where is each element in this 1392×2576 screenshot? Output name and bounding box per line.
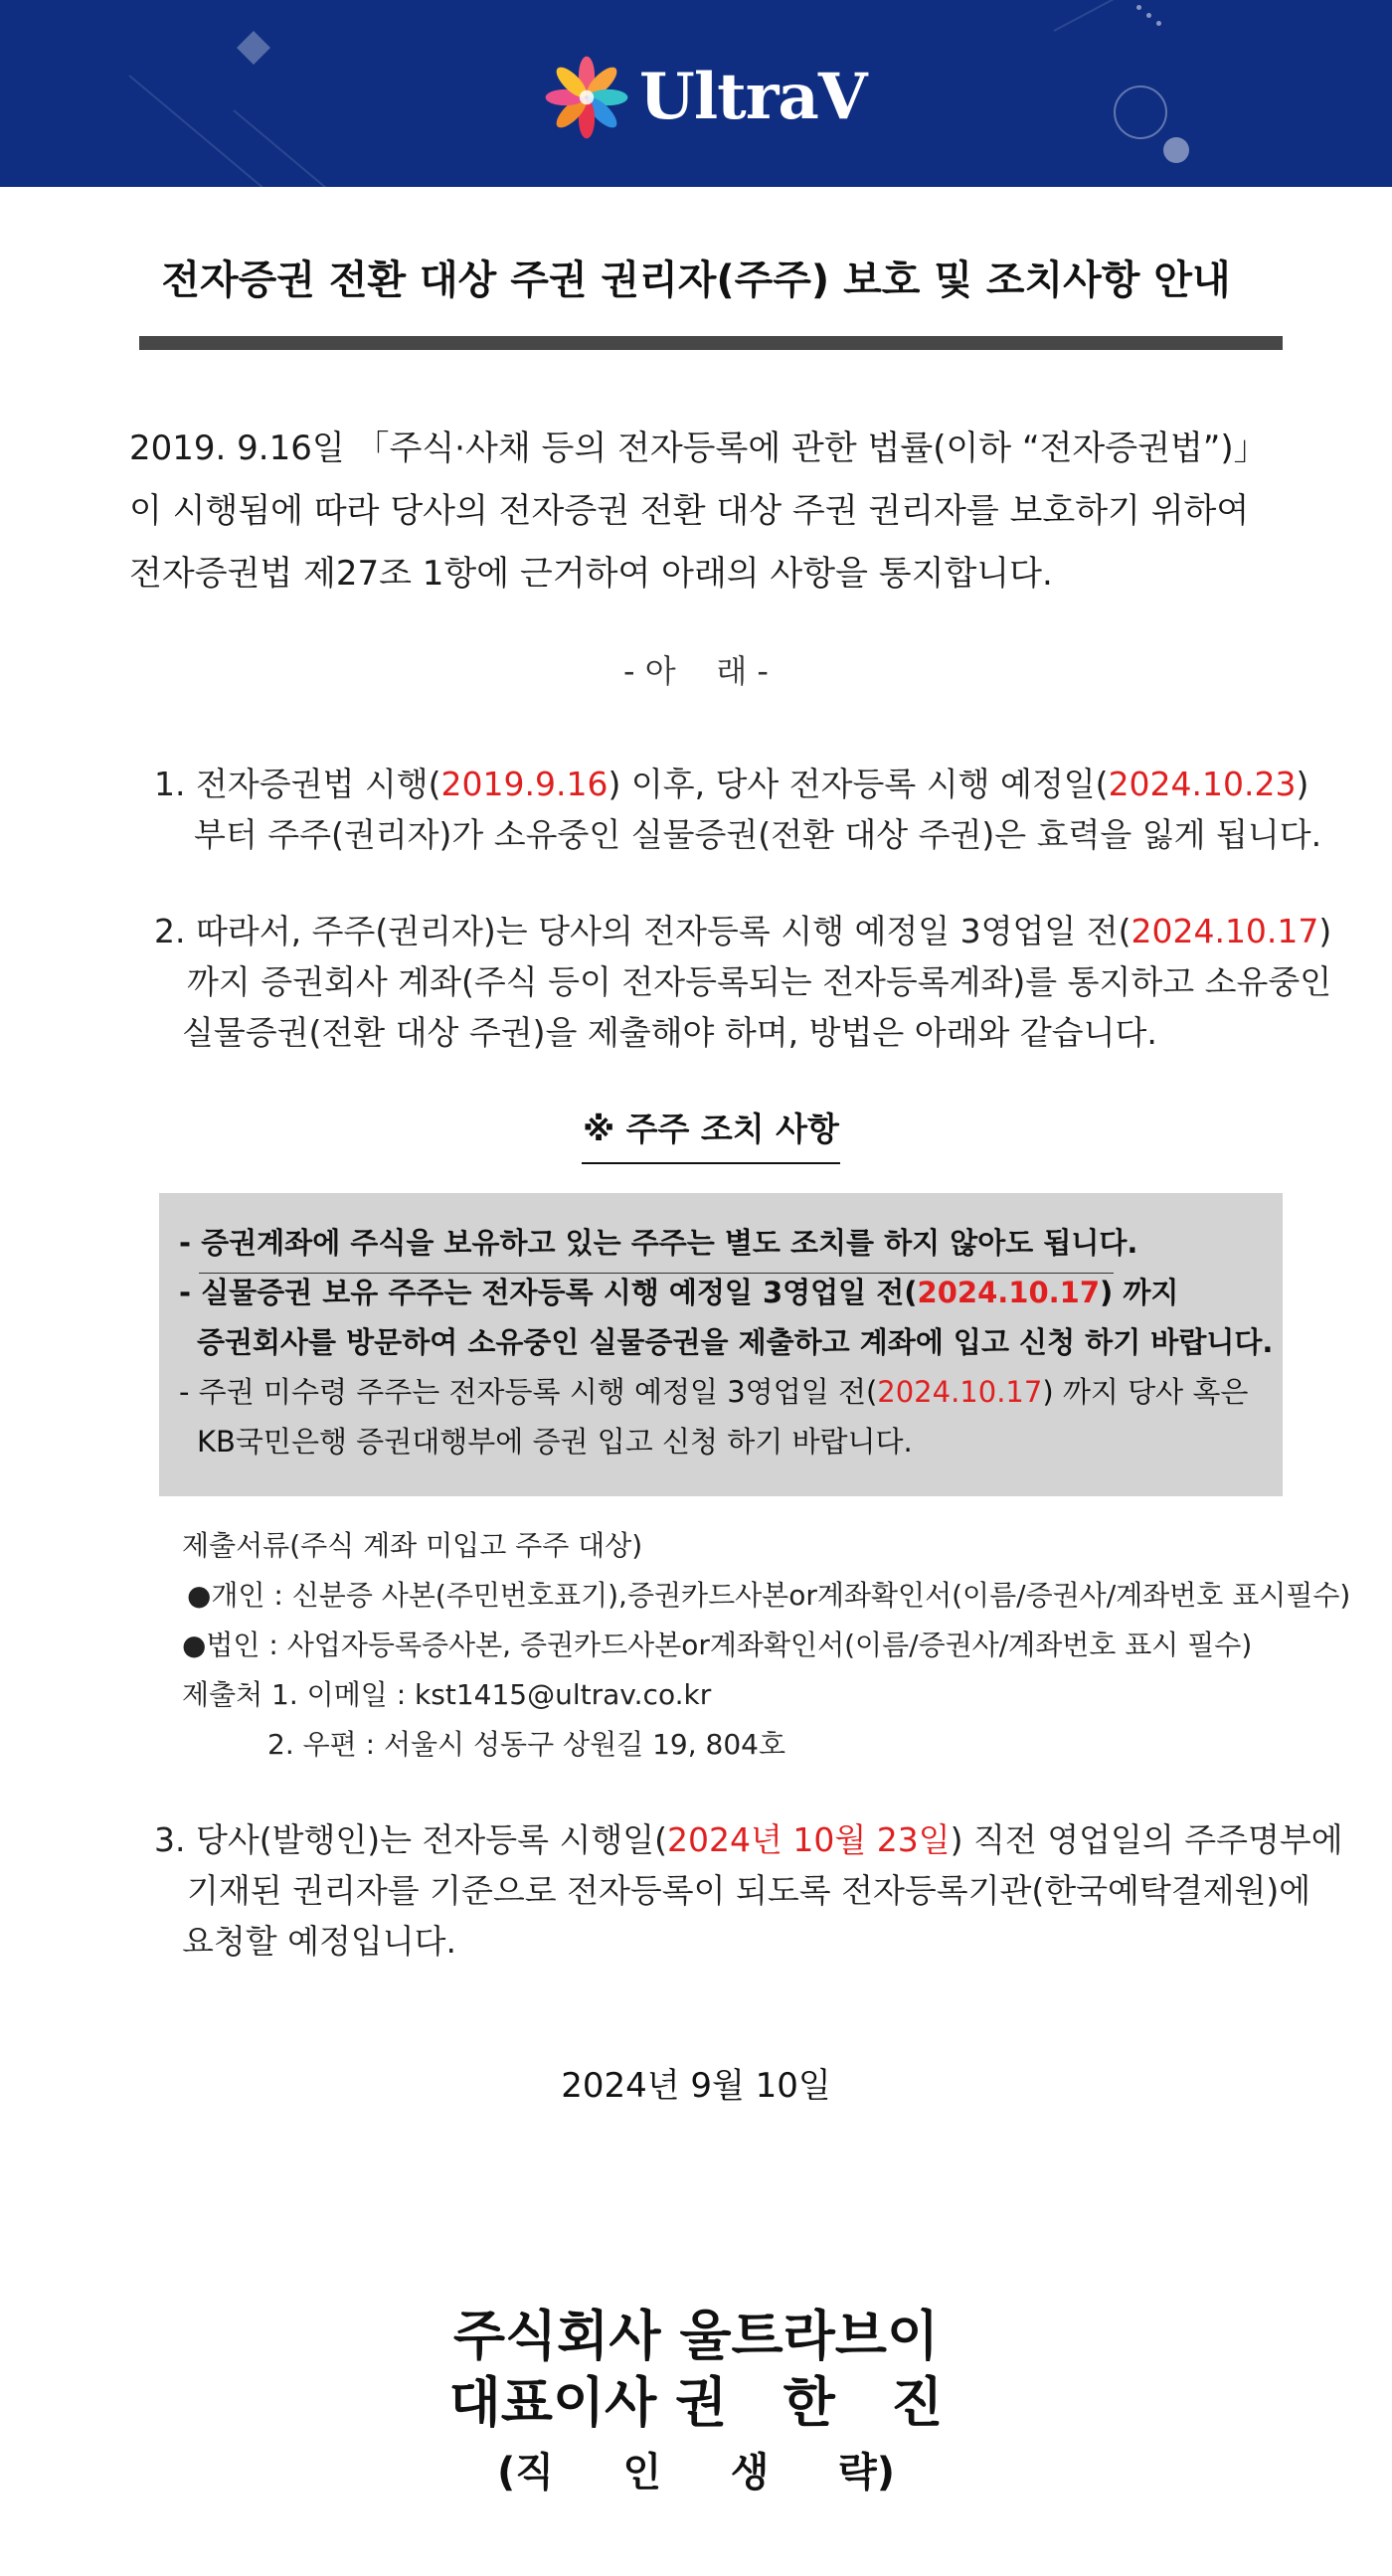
intro-line: 이 시행됨에 따라 당사의 전자증권 전환 대상 주권 권리자를 보호하기 위하여 — [129, 491, 1250, 531]
ceo-name: 대표이사 권 한 진 — [448, 2371, 944, 2434]
company-name: 주식회사 울트라브이 — [452, 2305, 940, 2367]
action-text: - 주권 미수령 주주는 전자등록 시행 예정일 3영업일 전( — [179, 1375, 878, 1409]
notice-item-line: 까지 증권회사 계좌(주식 등이 전자등록되는 전자등록계좌)를 통지하고 소유중인 — [187, 962, 1332, 1001]
notice-text: ) — [1296, 765, 1309, 803]
action-line: KB국민은행 증권대행부에 증권 입고 신청 하기 바랍니다. — [197, 1425, 913, 1459]
action-line — [179, 1370, 1248, 1411]
action-line: 증권회사를 방문하여 소유중인 실물증권을 제출하고 계좌에 입고 신청 하기 바랍니다. — [197, 1325, 1274, 1359]
notice-item-line: 실물증권(전환 대상 주권)을 제출해야 하며, 방법은 아래와 같습니다. — [182, 1013, 1157, 1052]
notice-item-line — [154, 1814, 1343, 1865]
intro-paragraph — [129, 418, 1322, 605]
submission-documents — [182, 1521, 1350, 1770]
submit-mail: 2. 우편 : 서울시 성동구 상원길 19, 804호 — [267, 1728, 786, 1761]
decorative-sparkle — [1146, 13, 1151, 18]
docs-individual: ●개인 : 신분증 사본(주민번호표기),증권카드사본or계좌확인서(이름/증권사/계좌번호 표시필수) — [187, 1579, 1351, 1612]
notice-item-line: 기재된 권리자를 기준으로 전자등록이 되도록 전자등록기관(한국예탁결제원)에 — [187, 1871, 1311, 1910]
date-highlight: 2024.10.17 — [1131, 912, 1319, 950]
header-banner — [0, 0, 1392, 187]
decorative-dot — [1163, 137, 1189, 163]
title-underline-bar — [139, 336, 1283, 350]
notice-text: 1. 전자증권법 시행( — [154, 765, 441, 803]
notice-item-line — [154, 759, 1321, 809]
notice-item-line: 부터 주주(권리자)가 소유중인 실물증권(전환 대상 주권)은 효력을 잃게 됩니다. — [194, 815, 1322, 854]
date-highlight: 2024.10.23 — [1108, 765, 1297, 803]
notice-text: 3. 당사(발행인)는 전자등록 시행일( — [154, 1820, 667, 1859]
notice-item-line: 요청할 예정입니다. — [182, 1922, 457, 1961]
logo-text: UltraV — [639, 60, 867, 134]
flower-logo-icon — [542, 53, 631, 142]
date-highlight: 2024.10.17 — [917, 1276, 1101, 1309]
decorative-sparkle — [1136, 5, 1141, 10]
decorative-diamond — [237, 31, 270, 65]
notice-text: ) 이후, 당사 전자등록 시행 예정일( — [608, 765, 1109, 803]
section-divider-label: - 아 래 - — [623, 652, 769, 690]
notice-text: ) 직전 영업일의 주주명부에 — [950, 1820, 1343, 1859]
intro-line: 2019. 9.16일 「주식·사채 등의 전자등록에 관한 법률(이하 “전자증권법”)」 — [129, 429, 1268, 468]
action-text: - 실물증권 보유 주주는 전자등록 시행 예정일 3영업일 전( — [179, 1276, 918, 1309]
action-line: - 증권계좌에 주식을 보유하고 있는 주주는 별도 조치를 하지 않아도 됩니다. — [179, 1226, 1138, 1260]
notice-date: 2024년 9월 10일 — [561, 2066, 831, 2106]
ultrav-logo — [542, 50, 867, 144]
seal-omitted-note: (직 인 생 략) — [496, 2450, 895, 2495]
date-highlight: 2024년 10월 23일 — [667, 1820, 951, 1859]
action-text: ) 까지 — [1100, 1276, 1179, 1309]
intro-line: 전자증권법 제27조 1항에 근거하여 아래의 사항을 통지합니다. — [129, 554, 1053, 594]
notice-item-3 — [154, 1814, 1343, 1967]
docs-corporate: ●법인 : 사업자등록증사본, 증권카드사본or계좌확인서(이름/증권사/계좌번호 표시 필수) — [182, 1629, 1253, 1661]
page-title: 전자증권 전환 대상 주권 권리자(주주) 보호 및 조치사항 안내 — [161, 258, 1231, 303]
action-line — [179, 1271, 1178, 1311]
docs-title: 제출서류(주식 계좌 미입고 주주 대상) — [182, 1529, 643, 1562]
notice-item-2 — [154, 906, 1331, 1058]
date-highlight: 2019.9.16 — [440, 765, 609, 803]
decorative-sparkle — [1156, 21, 1161, 26]
section-title: ※ 주주 조치 사항 — [582, 1104, 840, 1164]
action-text: ) 까지 당사 혹은 — [1042, 1375, 1249, 1409]
notice-text: 2. 따라서, 주주(권리자)는 당사의 전자등록 시행 예정일 3영업일 전( — [154, 912, 1131, 950]
submit-email: 제출처 1. 이메일 : kst1415@ultrav.co.kr — [182, 1678, 712, 1711]
decorative-ring — [1114, 86, 1167, 139]
notice-item-line — [154, 906, 1331, 956]
decorative-line — [128, 75, 289, 187]
shareholder-action-box — [159, 1193, 1283, 1496]
notice-item-1 — [154, 759, 1321, 860]
notice-text: ) — [1318, 912, 1332, 950]
date-highlight: 2024.10.17 — [877, 1375, 1043, 1409]
